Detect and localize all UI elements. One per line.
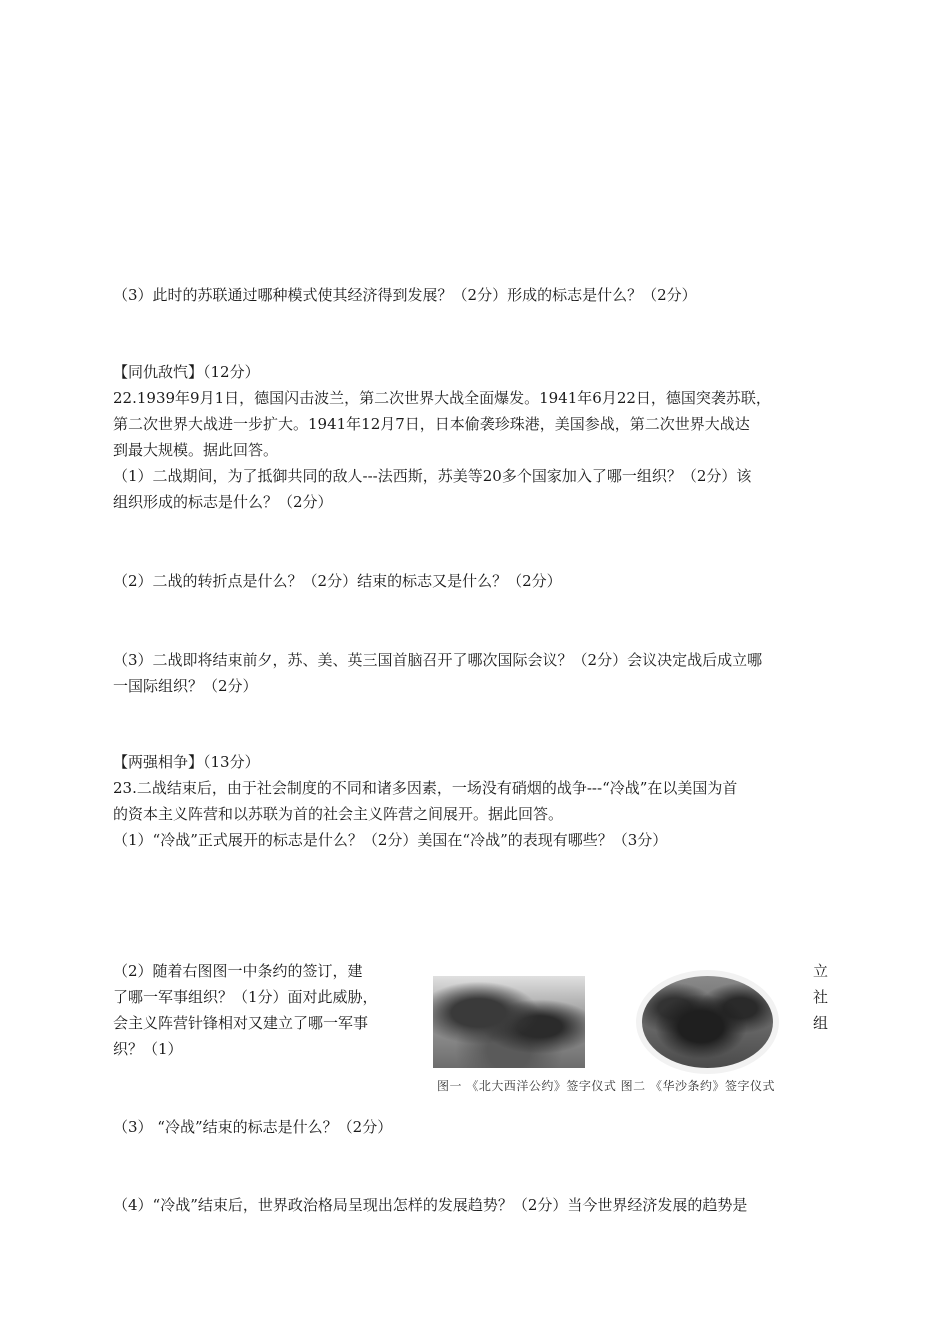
q22-stem-line-3: 到最大规模。据此回答。 [113, 441, 279, 459]
q23-sub2-right-char-2: 社 [813, 988, 829, 1006]
figure-caption: 图一 《北大西洋公约》签字仪式 图二 《华沙条约》签字仪式 [437, 1079, 775, 1093]
q22-sub1-line-1: （1）二战期间，为了抵御共同的敌人---法西斯，苏美等20多个国家加入了哪一组织？（2分）该 [113, 467, 752, 485]
q22-heading: 【同仇敌忾】（12分） [113, 363, 260, 381]
q23-sub3: （3） “冷战”结束的标志是什么？（2分） [113, 1118, 393, 1136]
q23-sub4: （4）“冷战”结束后，世界政治格局呈现出怎样的发展趋势？（2分）当今世界经济发展的趋势是 [113, 1196, 748, 1214]
q23-sub2-right-char-3: 组 [813, 1014, 829, 1032]
figure-2-image [642, 976, 773, 1068]
q22-sub2: （2）二战的转折点是什么？（2分）结束的标志又是什么？（2分） [113, 572, 562, 590]
q23-sub2-left-line-2: 了哪一军事组织？（1分）面对此威胁， [113, 988, 378, 1006]
q23-sub2-left-line-3: 会主义阵营针锋相对又建立了哪一军事 [113, 1014, 369, 1032]
q23-heading: 【两强相争】（13分） [113, 753, 260, 771]
q22-sub3-line-1: （3）二战即将结束前夕，苏、美、英三国首脑召开了哪次国际会议？（2分）会议决定战后成立哪 [113, 651, 763, 669]
figure-2-photo [636, 970, 779, 1074]
q23-sub2-left-line-1: （2）随着右图图一中条约的签订，建 [113, 962, 363, 980]
q23-sub1: （1）“冷战”正式展开的标志是什么？（2分）美国在“冷战”的表现有哪些？（3分） [113, 831, 668, 849]
q21-sub3: （3）此时的苏联通过哪种模式使其经济得到发展？（2分）形成的标志是什么？（2分） [113, 286, 697, 304]
q23-stem-line-2: 的资本主义阵营和以苏联为首的社会主义阵营之间展开。据此回答。 [113, 805, 564, 823]
q22-stem-line-1: 22.1939年9月1日，德国闪击波兰，第二次世界大战全面爆发。1941年6月22日，德国突袭苏联， [113, 389, 771, 407]
q22-sub1-line-2: 组织形成的标志是什么？（2分） [113, 493, 333, 511]
q22-stem-line-2: 第二次世界大战进一步扩大。1941年12月7日，日本偷袭珍珠港，美国参战，第二次世界大战达 [113, 415, 750, 433]
figure-1-image [433, 976, 585, 1068]
q23-sub2-right-char-1: 立 [813, 962, 829, 980]
figure-1-photo [433, 976, 585, 1068]
q23-stem-line-1: 23.二战结束后，由于社会制度的不同和诸多因素，一场没有硝烟的战争---“冷战”在以美国为首 [113, 779, 738, 797]
q22-sub3-line-2: 一国际组织？（2分） [113, 677, 258, 695]
q23-sub2-left-line-4: 织？（1） [113, 1040, 183, 1058]
